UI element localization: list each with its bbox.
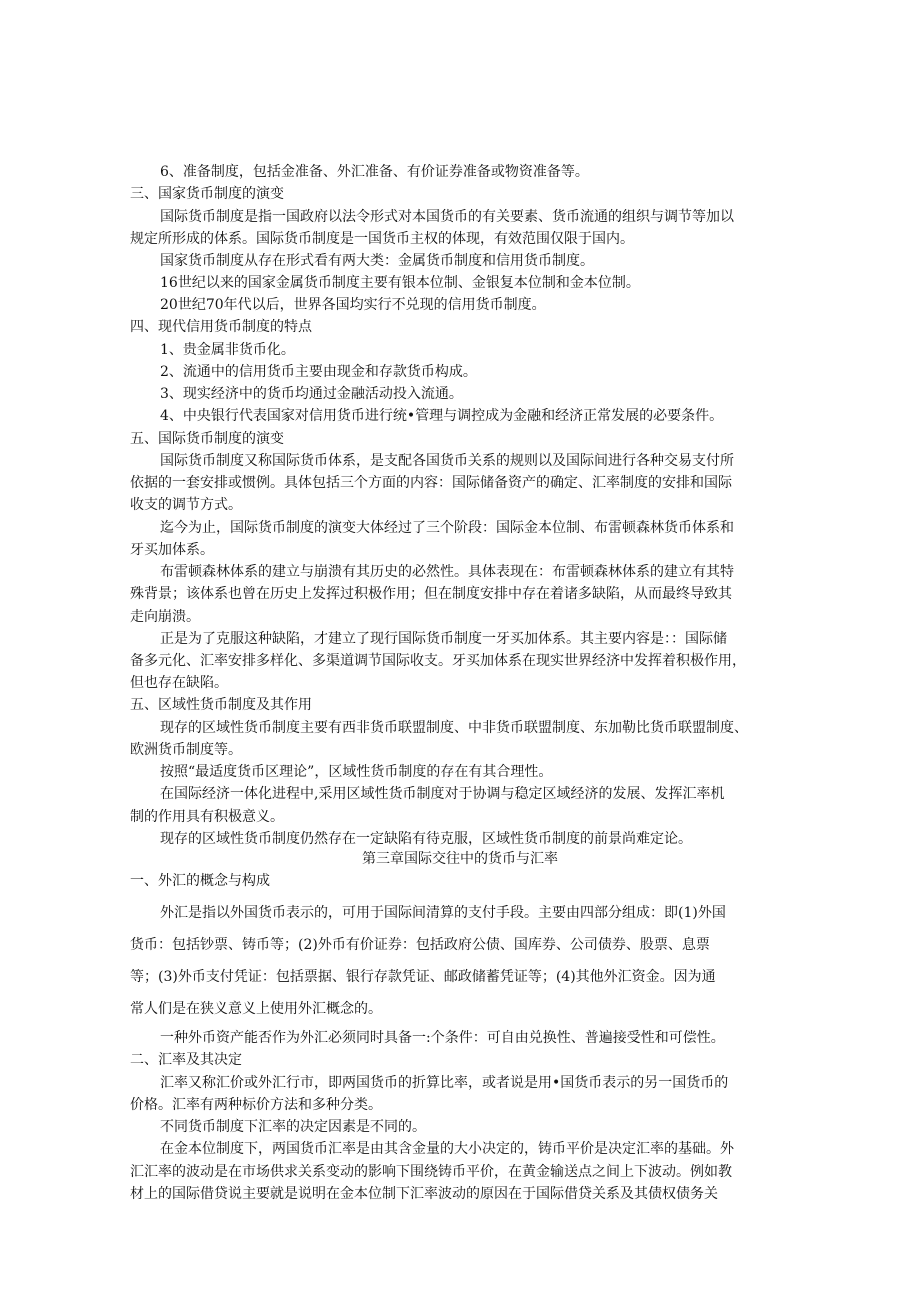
text-line: 制的作用具有积极意义。 [130, 809, 284, 825]
text-line: 汇率又称汇价或外汇行市，即两国货币的折算比率，或者说是用•国货币表示的另一国货币的 [160, 1075, 729, 1091]
text-line: 一种外币资产能否作为外汇必须同时具备一:个条件：可自由兑换性、普遍接受性和可偿性。 [160, 1030, 725, 1046]
section-heading: 二、汇率及其决定 [130, 1052, 242, 1068]
section-heading: 三、国家货币制度的演变 [130, 186, 284, 202]
text-line: 价格。汇率有两种标价方法和多种分类。 [130, 1097, 382, 1113]
section-heading: 五、国际货币制度的演变 [130, 431, 284, 447]
text-line: 等；(3)外币支付凭证：包括票据、银行存款凭证、邮政储蓄凭证等；(4)其他外汇资金。因为通 [130, 969, 716, 985]
text-line: 20世纪70年代以后，世界各国均实行不兑现的信用货币制度。 [160, 297, 546, 313]
text-line: 3、现实经济中的货币均通过金融活动投入流通。 [160, 386, 463, 402]
section-heading: 一、外汇的概念与构成 [130, 873, 270, 889]
text-line: 16世纪以来的国家金属货币制度主要有银本位制、金银复本位制和金本位制。 [160, 275, 640, 291]
text-line: 4、中央银行代表国家对信用货币进行统•管理与调控成为金融和经济正常发展的必要条件。 [160, 408, 724, 424]
text-line: 布雷顿森林体系的建立与崩溃有其历史的必然性。具体表现在：布雷顿森林体系的建立有其特 [160, 564, 734, 580]
text-line: 在金本位制度下，两国货币汇率是由其含金量的大小决定的，铸币平价是决定汇率的基础。外 [160, 1141, 734, 1157]
text-line: 收支的调节方式。 [130, 497, 242, 513]
text-line: 6、准备制度，包括金准备、外汇准备、有价证券准备或物资准备等。 [160, 164, 589, 180]
text-line: 正是为了克服这种缺陷，才建立了现行国际货币制度一牙买加体系。其主要内容是：：国际储 [160, 631, 727, 647]
text-line: 迄今为止，国际货币制度的演变大体经过了三个阶段：国际金本位制、布雷顿森林货币体系和 [160, 520, 734, 536]
text-line: 不同货币制度下汇率的决定因素是不同的。 [160, 1119, 426, 1135]
text-line: 备多元化、汇率安排多样化、多渠道调节国际收支。牙买加体系在现实世界经济中发挥着积极作用， [130, 653, 746, 669]
text-line: 外汇是指以外国货币表示的，可用于国际间清算的支付手段。主要由四部分组成：即(1)外国 [160, 905, 726, 921]
text-line: 现存的区域性货币制度仍然存在一定缺陷有待克服，区域性货币制度的前景尚难定论。 [160, 831, 692, 847]
text-line: 货币：包括钞票、铸币等；(2)外币有价证券：包括政府公债、国库券、公司债券、股票、息票 [130, 937, 710, 953]
text-line: 殊背景；该体系也曾在历史上发挥过积极作用；但在制度安排中存在着诸多缺陷，从而最终导致其 [130, 586, 732, 602]
text-line: 但也存在缺陷。 [130, 675, 228, 691]
text-line: 欧洲货币制度等。 [130, 742, 242, 758]
text-line: 现存的区域性货币制度主要有西非货币联盟制度、中非货币联盟制度、东加勒比货币联盟制度、 [160, 720, 748, 736]
text-line: 汇汇率的波动是在市场供求关系变动的影响下围绕铸币平价，在黄金输送点之间上下波动。例如教 [130, 1164, 732, 1180]
chapter-title: 第三章国际交往中的货币与汇率 [362, 851, 558, 867]
text-line: 材上的国际借贷说主要就是说明在金本位制下汇率波动的原因在于国际借贷关系及其债权债务关 [130, 1186, 718, 1202]
text-line: 在国际经济一体化进程中,采用区域性货币制度对于协调与稳定区域经济的发展、发挥汇率机 [160, 786, 725, 802]
text-line: 2、流通中的信用货币主要由现金和存款货币构成。 [160, 364, 477, 380]
section-heading: 四、现代信用货币制度的特点 [130, 319, 312, 335]
text-line: 依据的一套安排或惯例。具体包括三个方面的内容：国际储备资产的确定、汇率制度的安排和国际 [130, 475, 732, 491]
text-line: 牙买加体系。 [130, 542, 214, 558]
text-line: 国际货币制度又称国际货币体系，是支配各国货币关系的规则以及国际间进行各种交易支付所 [160, 453, 734, 469]
text-line: 常人们是在狭义意义上使用外汇概念的。 [130, 1001, 382, 1017]
text-line: 国际货币制度是指一国政府以法令形式对本国货币的有关要素、货币流通的组织与调节等加以 [160, 209, 734, 225]
section-heading: 五、区域性货币制度及其作用 [130, 697, 312, 713]
text-line: 1、贵金属非货币化。 [160, 342, 295, 358]
text-line: 走向崩溃。 [130, 609, 200, 625]
text-line: 按照“最适度货币区理论”，区域性货币制度的存在有其合理性。 [160, 764, 553, 780]
text-line: 规定所形成的体系。国际货币制度是一国货币主权的体现，有效范围仅限于国内。 [130, 231, 634, 247]
text-line: 国家货币制度从存在形式看有两大类：金属货币制度和信用货币制度。 [160, 253, 594, 269]
